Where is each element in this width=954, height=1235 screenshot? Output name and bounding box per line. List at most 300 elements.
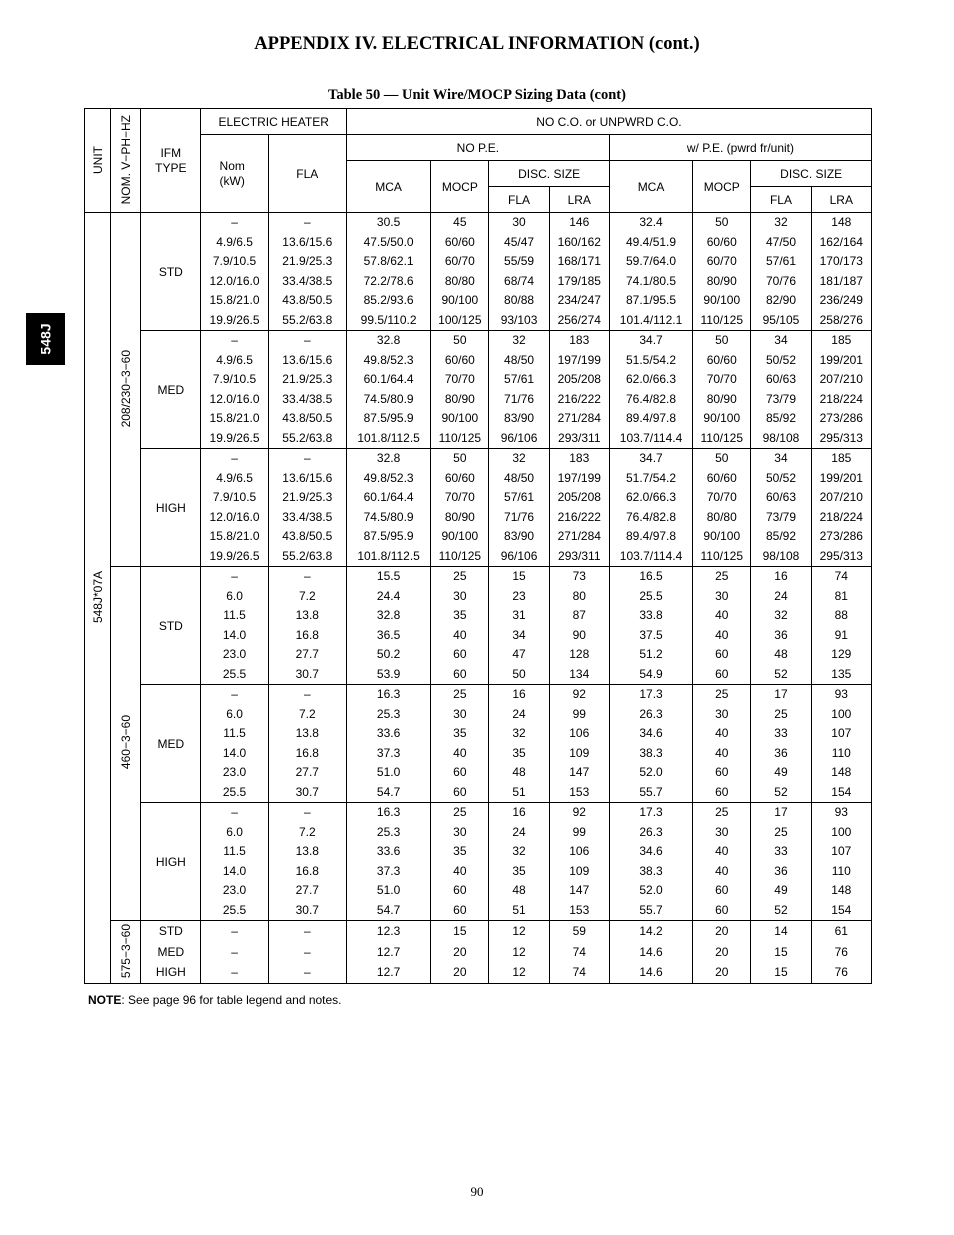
table-cell: 76.4/82.8 [626,391,677,406]
table-cell: 30.7 [295,784,319,799]
table-cell: 25.3 [376,824,401,839]
table-cell: 85/92 [765,529,796,543]
table-cell: 13.6/15.6 [282,352,333,367]
table-cell: – [303,451,311,465]
values-cell [751,567,811,685]
table-cell: 162/164 [819,234,863,249]
values-cell [549,213,609,331]
table-cell: – [231,965,238,979]
table-cell: 38.3 [639,745,663,760]
mocp-header: MOCP [431,161,489,213]
table-cell: 35 [512,745,526,760]
ifm-type-cell: MED [141,331,201,449]
table-cell: 106 [569,726,590,740]
table-cell: 14.0 [222,745,247,760]
table-cell: 147 [569,883,590,897]
table-cell: 71/76 [504,509,535,524]
table-cell: 60 [715,647,729,661]
table-cell: 32.8 [376,608,401,622]
table-cell: 205/208 [557,490,601,504]
table-cell: 33.4/38.5 [282,273,333,288]
table-cell: 80/80 [444,273,475,288]
disc-fla-header: FLA [489,187,549,213]
table-cell: 6.0 [226,588,243,603]
values-cell [489,567,549,685]
table-cell: 49.4/51.9 [626,234,677,249]
table-cell: 216/222 [557,509,601,524]
table-cell: 154 [831,784,852,799]
table-cell: 7.2 [298,824,316,839]
table-cell: 52.0 [639,883,663,897]
values-cell [811,921,871,984]
table-cell: 7.9/10.5 [212,254,257,268]
table-cell: 50.2 [376,647,401,661]
values-cell [201,803,268,921]
table-cell: 183 [569,451,590,465]
table-cell: 34 [774,451,788,465]
table-cell: 100/125 [438,312,482,327]
table-cell: 295/313 [819,548,863,563]
table-cell: 170/173 [819,254,863,268]
table-cell: 90 [572,627,586,642]
values-cell [431,567,489,685]
table-note [88,993,342,1007]
table-cell: 17 [774,805,788,819]
values-cell [751,685,811,803]
table-cell: 197/199 [557,352,601,367]
table-cell: 68/74 [504,273,535,288]
table-cell: 16.5 [639,569,663,583]
table-cell: 17 [774,687,788,701]
table-cell: 32 [512,451,526,465]
table-cell: 35 [512,863,526,878]
table-cell: 60/70 [444,254,475,268]
values-cell [811,213,871,331]
table-cell: 146 [569,215,590,229]
table-cell: 6.0 [226,706,243,721]
table-cell: 34.7 [639,451,663,465]
table-cell: 55.2/63.8 [282,312,333,327]
table-cell: 70/70 [706,490,737,504]
table-cell: 34.7 [639,333,663,347]
values-cell [346,567,430,685]
table-cell: 80/90 [706,273,737,288]
ifm-type-header: IFM TYPE [141,109,201,213]
table-cell: 23.0 [222,765,247,779]
table-cell: 26.3 [639,706,663,721]
values-cell [431,449,489,567]
table-cell: 38.3 [639,863,663,878]
table-cell: 16 [512,805,526,819]
table-cell: 135 [831,666,852,681]
table-cell: 33.4/38.5 [282,391,333,406]
values-cell [811,803,871,921]
table-cell: 83/90 [504,529,535,543]
values-cell [201,567,268,685]
table-cell: 32.8 [376,451,401,465]
table-cell: 205/208 [557,372,601,386]
table-cell: 25 [774,706,788,721]
table-cell: 15.8/21.0 [209,529,260,543]
unit-cell: 548J*07A [85,213,111,984]
table-cell: 25.5 [222,902,247,917]
table-cell: 32 [774,608,788,622]
table-cell: 271/284 [557,411,601,425]
table-cell: 147 [569,765,590,779]
values-cell [811,685,871,803]
table-cell: 73 [572,569,586,583]
unit-header: UNIT [85,109,111,213]
table-cell: 100 [831,824,852,839]
table-cell: 95/105 [762,312,800,327]
table-cell: 16 [774,569,788,583]
table-cell: 60 [715,883,729,897]
table-cell: 27.7 [295,647,319,661]
table-cell: 7.9/10.5 [212,372,257,386]
ifm-type-cell: MED [141,685,201,803]
table-cell: 57/61 [504,490,535,504]
table-cell: 43.8/50.5 [282,293,333,307]
table-cell: 27.7 [295,765,319,779]
table-cell: 60 [453,784,467,799]
table-row [85,213,872,331]
table-cell: 60 [715,902,729,917]
values-cell [549,449,609,567]
table-cell: 13.6/15.6 [282,234,333,249]
table-row [85,331,872,449]
table-cell: 24 [512,706,526,721]
table-cell: 43.8/50.5 [282,411,333,425]
table-cell: – [303,687,311,701]
table-cell: 32 [512,844,526,858]
table-cell: 45 [453,215,467,229]
table-cell: 129 [831,647,852,661]
table-cell: 110/125 [438,430,482,445]
pe-mca-header: MCA [609,161,692,213]
table-cell: 207/210 [819,490,863,504]
table-cell: 12.3 [376,924,401,938]
electric-heater-header: ELECTRIC HEATER [201,109,347,135]
table-cell: 70/76 [765,273,796,288]
table-cell: 70/70 [444,372,475,386]
table-cell: – [303,805,311,819]
values-cell [268,567,346,685]
table-cell: 93/103 [500,312,538,327]
table-cell: 25 [774,824,788,839]
table-cell: 71/76 [504,391,535,406]
table-cell: 168/171 [557,254,601,268]
table-cell: 74 [572,944,586,959]
table-cell: 51 [512,902,526,917]
table-cell: – [231,924,238,938]
table-cell: 90/100 [703,293,741,307]
table-cell: 50/52 [765,470,796,485]
table-cell: 60/60 [706,234,737,249]
table-cell: 48 [512,883,526,897]
table-cell: 110/125 [700,548,744,563]
table-cell: 7.2 [298,588,316,603]
table-cell: 181/187 [819,273,863,288]
table-cell: 15 [774,965,788,979]
table-cell: 80/90 [444,509,475,524]
ifm-type-std: STD [158,924,183,938]
table-cell: 85/92 [765,411,796,425]
table-cell: 106 [569,844,590,858]
pe-disc-size-header: DISC. SIZE [751,161,872,187]
table-cell: 293/311 [558,548,601,563]
table-cell: – [303,965,311,979]
table-cell: 183 [569,333,590,347]
table-cell: 25.5 [222,666,247,681]
table-cell: 13.6/15.6 [282,470,333,485]
voltage-cell: 575−3−60 [111,921,141,984]
table-cell: 14.6 [639,965,663,979]
values-cell [268,331,346,449]
table-cell: – [303,569,311,583]
pe-mocp-header: MOCP [693,161,751,213]
table-cell: 92 [572,805,586,819]
values-cell [693,567,751,685]
table-cell: 36 [774,627,788,642]
table-cell: 19.9/26.5 [209,548,260,563]
table-cell: 109 [569,745,590,760]
ifm-type-high: HIGH [155,965,186,979]
values-cell [268,213,346,331]
table-cell: 110/125 [438,548,482,563]
table-cell: 47 [512,647,526,661]
table-cell: 12.7 [376,944,401,959]
table-cell: 21.9/25.3 [282,372,333,386]
table-cell: 15 [453,924,467,938]
table-cell: 20 [453,944,467,959]
values-cell [431,803,489,921]
values-cell [693,213,751,331]
table-cell: 12.0/16.0 [209,273,260,288]
table-cell: 54.7 [376,902,401,917]
nom-kw-header: Nom (kW) [201,135,268,213]
table-cell: 154 [831,902,852,917]
values-cell [549,331,609,449]
table-cell: – [303,924,311,938]
table-cell: 4.9/6.5 [216,234,253,249]
table-cell: 15 [512,569,526,583]
table-cell: 110 [831,745,851,760]
table-cell: 60 [453,647,467,661]
values-cell [751,213,811,331]
table-cell: 25.5 [222,784,247,799]
table-cell: 80 [572,588,586,603]
values-cell [201,213,268,331]
table-cell: 32 [512,333,526,347]
table-cell: 31 [512,608,526,622]
table-cell: 83/90 [504,411,535,425]
table-cell: 110/125 [700,312,744,327]
table-cell: 48 [774,647,788,661]
table-cell: 47.5/50.0 [363,234,414,249]
table-cell: 12.0/16.0 [209,509,260,524]
table-cell: 40 [715,726,729,740]
table-cell: 21.9/25.3 [282,254,333,268]
values-cell [346,685,430,803]
table-cell: 50 [715,333,729,347]
values-cell [431,685,489,803]
voltage-cell: 460−3−60 [111,567,141,921]
table-cell: 25 [453,569,467,583]
table-cell: 271/284 [557,529,601,543]
table-cell: 103.7/114.4 [619,548,683,563]
table-cell: 91 [834,627,848,642]
table-cell: – [231,215,238,229]
table-cell: 54.7 [376,784,401,799]
table-cell: 101.8/112.5 [357,548,420,563]
values-cell [609,567,692,685]
table-cell: 93 [834,805,848,819]
values-cell [811,331,871,449]
values-cell [431,331,489,449]
table-cell: 87.5/95.9 [363,411,414,425]
table-cell: 4.9/6.5 [216,470,253,485]
table-cell: 48/50 [504,470,535,485]
note-text: : See page 96 for table legend and notes. [121,993,342,1007]
voltage-cell: 208/230−3−60 [111,213,141,567]
table-cell: 60/63 [765,490,796,504]
table-cell: 11.5 [223,844,246,858]
table-cell: 15.5 [376,569,401,583]
table-cell: 74.5/80.9 [363,391,414,406]
table-cell: 35 [453,726,467,740]
table-cell: – [303,944,311,959]
table-cell: 35 [453,844,467,858]
values-cell [751,921,811,984]
values-cell [489,685,549,803]
table-cell: 60.1/64.4 [363,490,414,504]
table-cell: 62.0/66.3 [626,372,677,386]
table-cell: 51.7/54.2 [626,470,677,485]
table-cell: 16.8 [295,627,319,642]
table-cell: – [303,215,311,229]
table-cell: 25.3 [376,706,401,721]
table-cell: 51.5/54.2 [626,352,677,367]
table-cell: – [231,569,238,583]
table-cell: 48 [512,765,526,779]
table-cell: 50 [715,451,729,465]
values-cell [549,685,609,803]
disc-lra-header: LRA [549,187,609,213]
table-cell: 72.2/78.6 [363,273,414,288]
table-cell: 52 [774,902,788,917]
table-cell: 50/52 [765,352,796,367]
table-cell: 80/88 [504,293,535,307]
values-cell [609,685,692,803]
values-cell [751,331,811,449]
table-cell: 40 [715,745,729,760]
values-cell [751,449,811,567]
page-heading: APPENDIX IV. ELECTRICAL INFORMATION (cont.) [254,34,700,54]
page-number: 90 [470,1184,484,1199]
table-cell: 25.5 [639,588,663,603]
table-cell: 273/286 [819,529,863,543]
table-cell: 60/63 [765,372,796,386]
table-cell: 60 [453,883,467,897]
table-cell: – [231,333,238,347]
table-cell: 24 [774,588,788,603]
side-tab [26,313,65,365]
table-cell: 14.0 [222,627,247,642]
table-cell: 16.3 [376,805,401,819]
table-cell: 12 [512,965,526,979]
table-cell: 74.1/80.5 [626,273,677,288]
table-cell: 47/50 [765,234,796,249]
table-cell: 99 [572,824,586,839]
table-cell: 33.4/38.5 [282,509,333,524]
table-cell: 52 [774,666,788,681]
table-cell: 160/162 [557,234,601,249]
table-cell: 30 [453,824,467,839]
table-cell: 11.5 [223,608,246,622]
table-cell: 14.0 [222,863,247,878]
table-cell: 87.1/95.5 [626,293,677,307]
table-row [85,921,872,984]
table-cell: 73/79 [765,509,796,524]
table-cell: 60/60 [706,352,737,367]
table-cell: 110 [831,863,851,878]
table-cell: 99.5/110.2 [360,312,417,327]
table-cell: 153 [569,784,590,799]
table-cell: 236/249 [819,293,863,307]
table-row [85,803,872,921]
ifm-type-med: MED [157,944,185,959]
values-cell [431,213,489,331]
table-cell: 32.8 [376,333,401,347]
table-cell: 34 [774,333,788,347]
table-cell: 60 [715,666,729,681]
table-cell: 40 [453,627,467,642]
table-cell: 14.6 [639,944,663,959]
table-cell: 34 [512,627,526,642]
values-cell [268,921,346,984]
table-cell: 50 [453,333,467,347]
table-cell: 60 [453,666,467,681]
table-cell: 30 [453,706,467,721]
table-cell: 90/100 [703,411,741,425]
table-cell: 207/210 [819,372,863,386]
table-cell: 36.5 [376,627,401,642]
table-cell: 25 [715,687,729,701]
table-cell: 27.7 [295,883,319,897]
values-cell [346,921,430,984]
table-cell: 57.8/62.1 [363,254,414,268]
table-cell: 32 [512,726,526,740]
table-cell: 60 [453,765,467,779]
table-cell: 101.8/112.5 [357,430,420,445]
table-cell: 30 [715,588,729,603]
table-cell: 51 [512,784,526,799]
table-cell: 7.2 [298,706,316,721]
table-cell: 49 [774,883,788,897]
table-cell: 90/100 [441,529,479,543]
table-cell: 15 [774,944,788,959]
table-cell: 23 [512,588,526,603]
table-cell: 60/60 [706,470,737,485]
table-cell: 23.0 [222,883,247,897]
table-cell: 13.8 [295,844,319,858]
table-cell: 185 [831,451,852,465]
table-cell: 19.9/26.5 [209,312,260,327]
values-cell [346,803,430,921]
table-cell: 96/106 [500,548,538,563]
table-cell: 98/108 [762,430,800,445]
table-cell: 26.3 [639,824,663,839]
